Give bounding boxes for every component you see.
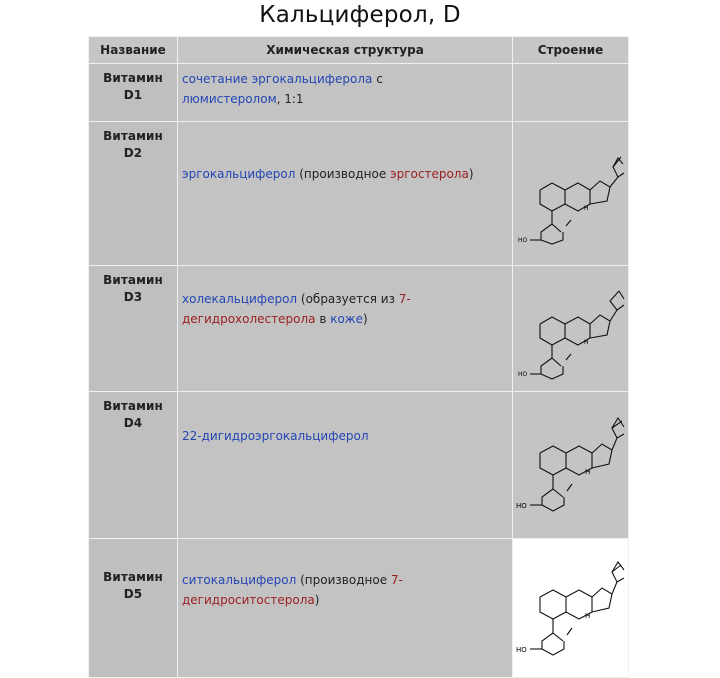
vitamin-name: Витамин (103, 273, 163, 287)
table-row (89, 392, 629, 539)
chemical-line (182, 89, 512, 109)
svg-text:H: H (583, 338, 589, 346)
table-header-row (89, 37, 629, 64)
chemical-structure-cell (178, 539, 513, 678)
chemical-line (182, 570, 512, 590)
table-row (89, 266, 629, 392)
cholecalciferol-link[interactable]: холекальциферол (182, 292, 298, 306)
svg-text:H: H (584, 612, 590, 620)
chemical-structure-cell (178, 392, 513, 539)
chemical-line (182, 164, 512, 184)
chemical-line (182, 426, 512, 446)
calciferol-table (88, 36, 629, 678)
chemical-ratio: , 1:1 (276, 92, 304, 106)
chemical-line (182, 69, 512, 89)
chemical-line (182, 289, 512, 309)
svg-text:H: H (584, 468, 590, 476)
vitamin-variant: D3 (123, 290, 143, 304)
vitamin-name-cell (89, 64, 178, 122)
vitamin-name: Витамин (103, 71, 163, 85)
vitamin-name-cell (89, 392, 178, 539)
vitamin-name: Витамин (103, 399, 163, 413)
chemical-text: (производное (295, 167, 391, 181)
structure-cell-empty (513, 64, 629, 122)
chemical-structure-cell (178, 266, 513, 392)
sitocalciferol-link[interactable]: ситокальциферол (182, 573, 297, 587)
svg-text:H: H (583, 204, 589, 212)
structure-cell (513, 122, 629, 266)
structure-cell (513, 266, 629, 392)
page-title: Кальциферол, D (259, 2, 461, 28)
vitamin-name-cell (89, 122, 178, 266)
vitamin-d-table (88, 36, 628, 654)
vitamin-name: Витамин (103, 129, 163, 143)
molecule-d3-icon (518, 281, 624, 377)
ergocalciferol-link[interactable]: сочетание эргокальциферола (182, 72, 373, 86)
header-chemical-structure: Химическая структура (178, 37, 513, 64)
header-structure: Строение (513, 37, 629, 64)
table-row (89, 64, 629, 122)
seven-link[interactable]: 7- (390, 573, 403, 587)
chemical-line (182, 309, 512, 329)
svg-text:HO: HO (517, 236, 527, 244)
vitamin-name-cell (89, 266, 178, 392)
vitamin-variant: D1 (123, 88, 143, 102)
svg-text:HO: HO (515, 502, 527, 510)
chemical-text: с (372, 72, 383, 86)
svg-text:HO: HO (517, 370, 527, 378)
molecule-d4-icon (516, 413, 626, 517)
seven-link[interactable]: 7- (398, 292, 411, 306)
dehydrocholesterol-link[interactable]: дегидрохолестерола (182, 312, 316, 326)
vitamin-name: Витамин (103, 570, 163, 584)
chemical-end: ) (468, 167, 474, 181)
chemical-end: ) (363, 312, 368, 326)
chemical-text: (производное (296, 573, 391, 587)
chemical-text: (образуется из (297, 292, 399, 306)
vitamin-name-cell (89, 539, 178, 678)
vitamin-variant: D5 (123, 587, 143, 601)
skin-link[interactable]: коже (330, 312, 363, 326)
ergocalciferol-link[interactable]: эргокальциферол (182, 167, 296, 181)
table-row (89, 539, 629, 678)
chemical-line (182, 590, 512, 610)
molecule-d5-icon (516, 558, 626, 658)
vitamin-variant: D2 (123, 146, 143, 160)
chemical-text: в (315, 312, 331, 326)
chemical-structure-cell (178, 64, 513, 122)
ergosterol-link[interactable]: эргостерола (390, 167, 469, 181)
dehydrositosterol-link[interactable]: дегидроситостерола (182, 593, 315, 607)
chemical-structure-cell (178, 122, 513, 266)
structure-cell (513, 392, 629, 539)
molecule-d2-icon (518, 146, 624, 242)
table-row (89, 122, 629, 266)
lumisterol-link[interactable]: люмистеролом (182, 92, 277, 106)
structure-cell (513, 539, 629, 678)
header-name: Название (89, 37, 178, 64)
svg-text:HO: HO (515, 646, 527, 654)
dihydroergocalciferol-link[interactable]: 22-дигидроэргокальциферол (182, 429, 369, 443)
chemical-end: ) (314, 593, 320, 607)
vitamin-variant: D4 (123, 416, 143, 430)
